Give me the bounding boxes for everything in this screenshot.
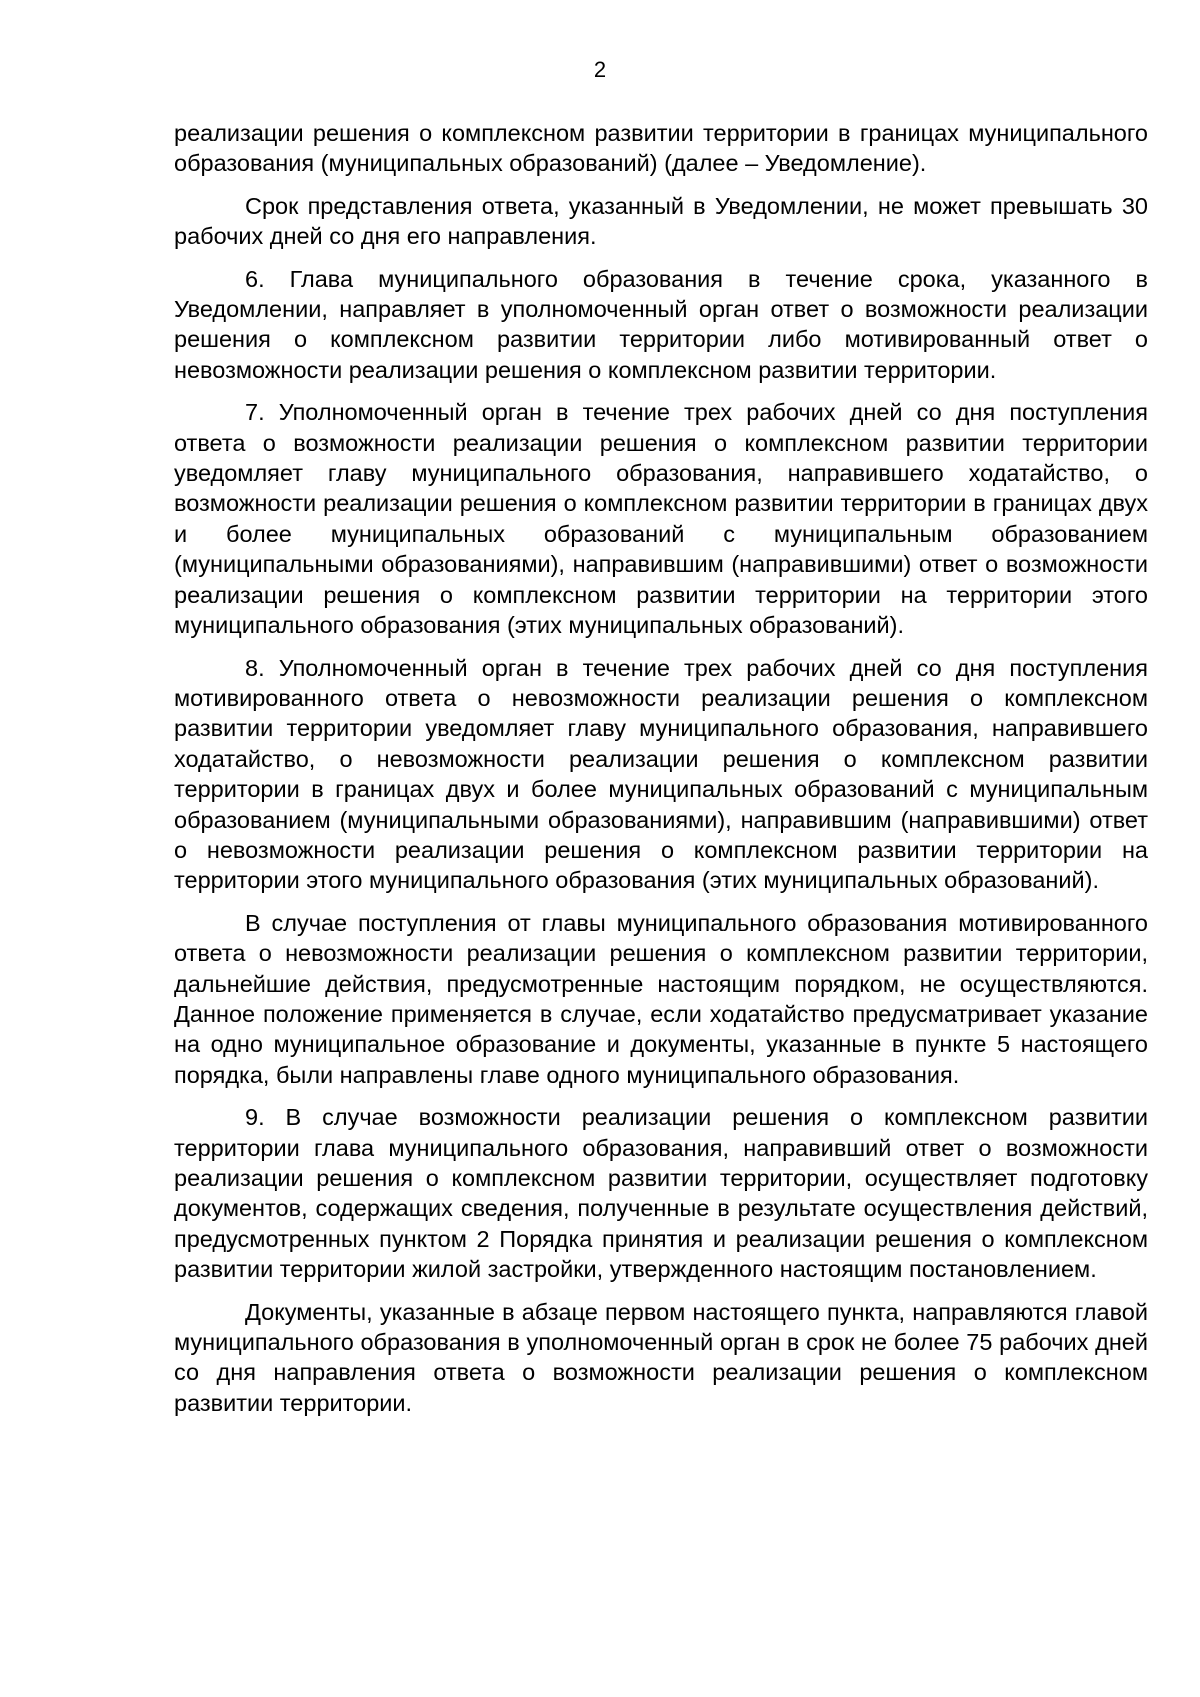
paragraph-item-6: 6. Глава муниципального образования в течение срока, указанного в Уведомлении, направляет в уполномоченный орган ответ о возможности реализации решения о комплексном развитии территории либо мотивированный ответ о невозможности реализации решения о комплексном развитии территории. xyxy=(174,265,1148,383)
paragraph-continuation: реализации решения о комплексном развитии территории в границах муниципального образования (муниципальных образований) (далее – Уведомление). xyxy=(174,120,1148,177)
document-body xyxy=(174,118,1148,1430)
paragraph-response-deadline: Срок представления ответа, указанный в Уведомлении, не может превышать 30 рабочих дней со дня его направления. xyxy=(174,192,1148,250)
page-number: 2 xyxy=(593,57,607,82)
paragraph-item-9: 9. В случае возможности реализации решения о комплексном развитии территории глава муниципального образования, направивший ответ о возможности реализации решения о комплексном развитии территории, осуществляет подготовку документов, содержащих сведения, полученные в результате осуществления действий, предусмотренных пунктом 2 Порядка принятия и реализации решения о комплексном развитии территории жилой застройки, утвержденного настоящим постановлением. xyxy=(174,1104,1148,1283)
paragraph-item-8-note: В случае поступления от главы муниципального образования мотивированного ответа о невозможности реализации решения о комплексном развитии территории, дальнейшие действия, предусмотренные настоящим порядком, не осуществляются. Данное положение применяется в случае, если ходатайство предусматривает указание на одно муниципальное образование и документы, указанные в пункте 5 настоящего порядка, были направлены главе одного муниципального образования. xyxy=(174,909,1148,1088)
paragraph-item-7: 7. Уполномоченный орган в течение трех рабочих дней со дня поступления ответа о возможности реализации решения о комплексном развитии территории уведомляет главу муниципального образования, направившего ходатайство, о возможности реализации решения о комплексном развитии территории в границах двух и более муниципальных образований с муниципальным образованием (муниципальными образованиями), направившим (направившими) ответ о возможности реализации решения о комплексном развитии территории на территории этого муниципального образования (этих муниципальных образований). xyxy=(174,399,1148,639)
paragraph-item-8: 8. Уполномоченный орган в течение трех рабочих дней со дня поступления мотивированного ответа о невозможности реализации решения о комплексном развитии территории уведомляет главу муниципального образования, направившего ходатайство, о невозможности реализации решения о комплексном развитии территории в границах двух и более муниципальных образований с муниципальным образованием (муниципальными образованиями), направившим (направившими) ответ о невозможности реализации решения о комплексном развитии территории на территории этого муниципального образования (этих муниципальных образований). xyxy=(174,654,1148,894)
paragraph-item-9-documents: Документы, указанные в абзаце первом настоящего пункта, направляются главой муниципального образования в уполномоченный орган в срок не более 75 рабочих дней со дня направления ответа о возможности реализации решения о комплексном развитии территории. xyxy=(174,1298,1148,1416)
